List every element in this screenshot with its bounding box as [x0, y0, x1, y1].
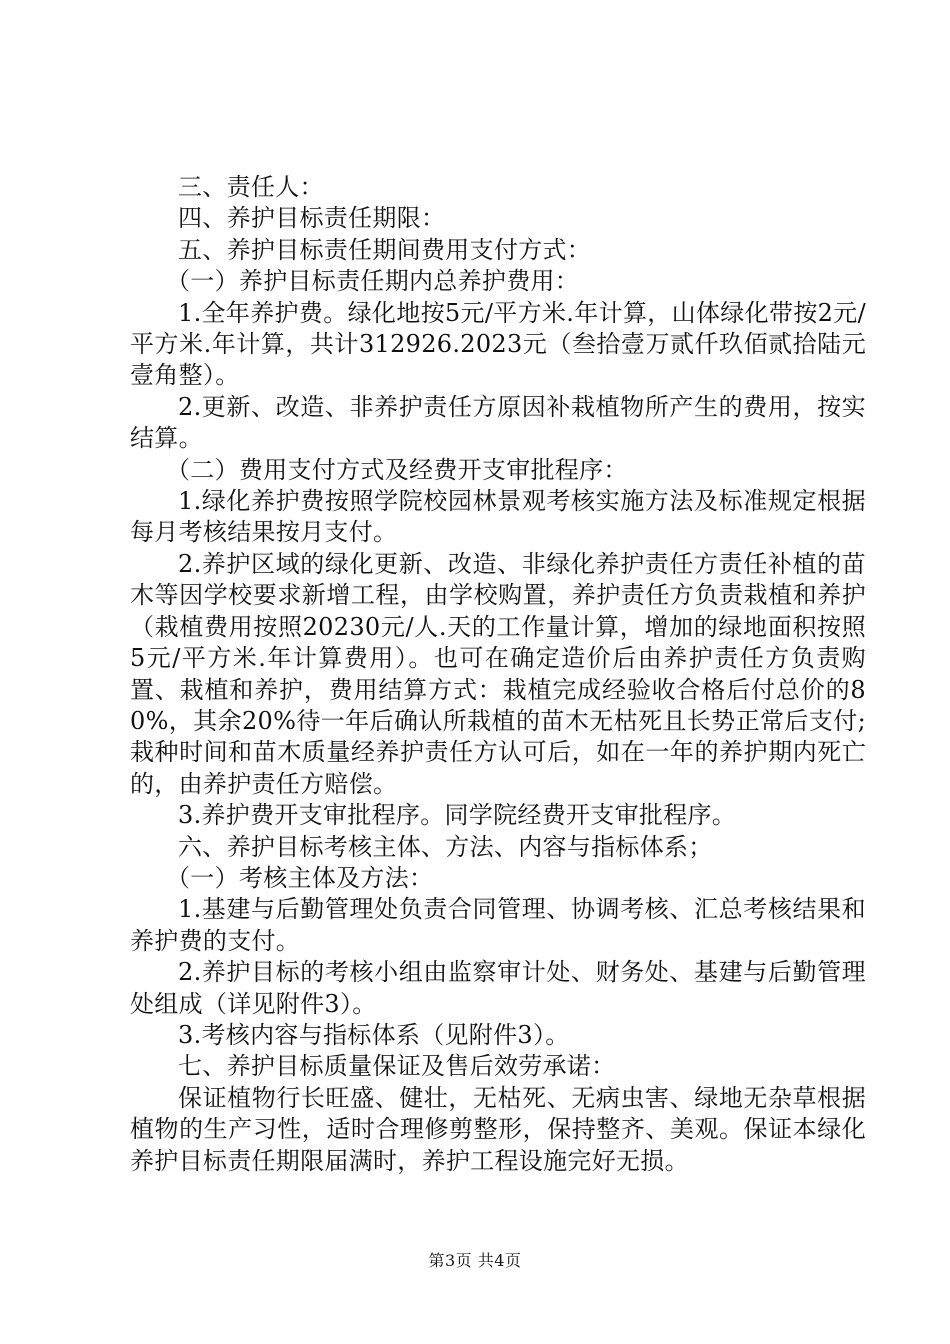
heading-term-period: 四、养护目标责任期限： — [178, 204, 446, 233]
subheading-payment-approval: （二）费用支付方式及经费开支审批程序： — [166, 455, 628, 484]
heading-assessment: 六、养护目标考核主体、方法、内容与指标体系； — [178, 832, 713, 861]
paragraph-assessment-content: 3.考核内容与指标体系（见附件3）。 — [178, 1020, 570, 1049]
page-number-footer: 第3页 共4页 — [428, 1251, 522, 1270]
paragraph-approval-procedure: 3.养护费开支审批程序。同学院经费开支审批程序。 — [178, 801, 737, 830]
paragraph-guarantee-details: 保证植物行长旺盛、健壮，无枯死、无病虫害、绿地无杂草根据植物的生产习性，适时合理修剪整形，保持整齐、美观。保证本绿化养护目标责任期限届满时，养护工程设施完好无损。 — [130, 1083, 866, 1175]
paragraph-annual-fee: 1.全年养护费。绿化地按5元/平方米.年计算，山体绿化带按2元/平方米.年计算，共计312926.2023元（叁拾壹万贰仟玖佰贰拾陆元壹角整）。 — [130, 298, 866, 390]
paragraph-renewal-cost: 2.更新、改造、非养护责任方原因补栽植物所产生的费用，按实结算。 — [130, 392, 866, 453]
paragraph-contract-management: 1.基建与后勤管理处负责合同管理、协调考核、汇总考核结果和养护费的支付。 — [130, 895, 866, 955]
heading-responsible-person: 三、责任人： — [178, 173, 324, 201]
heading-quality-guarantee: 七、养护目标质量保证及售后效劳承诺： — [178, 1052, 616, 1081]
paragraph-assessment-group: 2.养护目标的考核小组由监察审计处、财务处、基建与后勤管理处组成（详见附件3）。 — [130, 958, 866, 1018]
paragraph-monthly-payment: 1.绿化养护费按照学院校园林景观考核实施方法及标准规定根据每月考核结果按月支付。 — [130, 487, 866, 547]
heading-payment-method: 五、养护目标责任期间费用支付方式： — [178, 235, 592, 264]
subheading-total-fee: （一）养护目标责任期内总养护费用： — [166, 267, 580, 296]
subheading-assessment-method: （一）考核主体及方法： — [166, 863, 434, 892]
paragraph-new-planting: 2.养护区域的绿化更新、改造、非绿化养护责任方责任补植的苗木等因学校要求新增工程，由学校购置，养护责任方负责栽植和养护（栽植费用按照20230元/人.天的工作量计算，增加的绿地面积按照5元/平方米.年计算费用）。也可在确定造价后由养护责任方负责购置、栽植和养护，费用结算方式：栽植完成经验收合格后付总价的80%，其余20%待一年后确认所栽植的苗木无枯死且长势正常后支付;栽种时间和苗木质量经养护责任方认可后，如在一年的养护期内死亡的，由养护责任方赔偿。 — [130, 549, 866, 798]
document-body — [130, 172, 866, 1177]
